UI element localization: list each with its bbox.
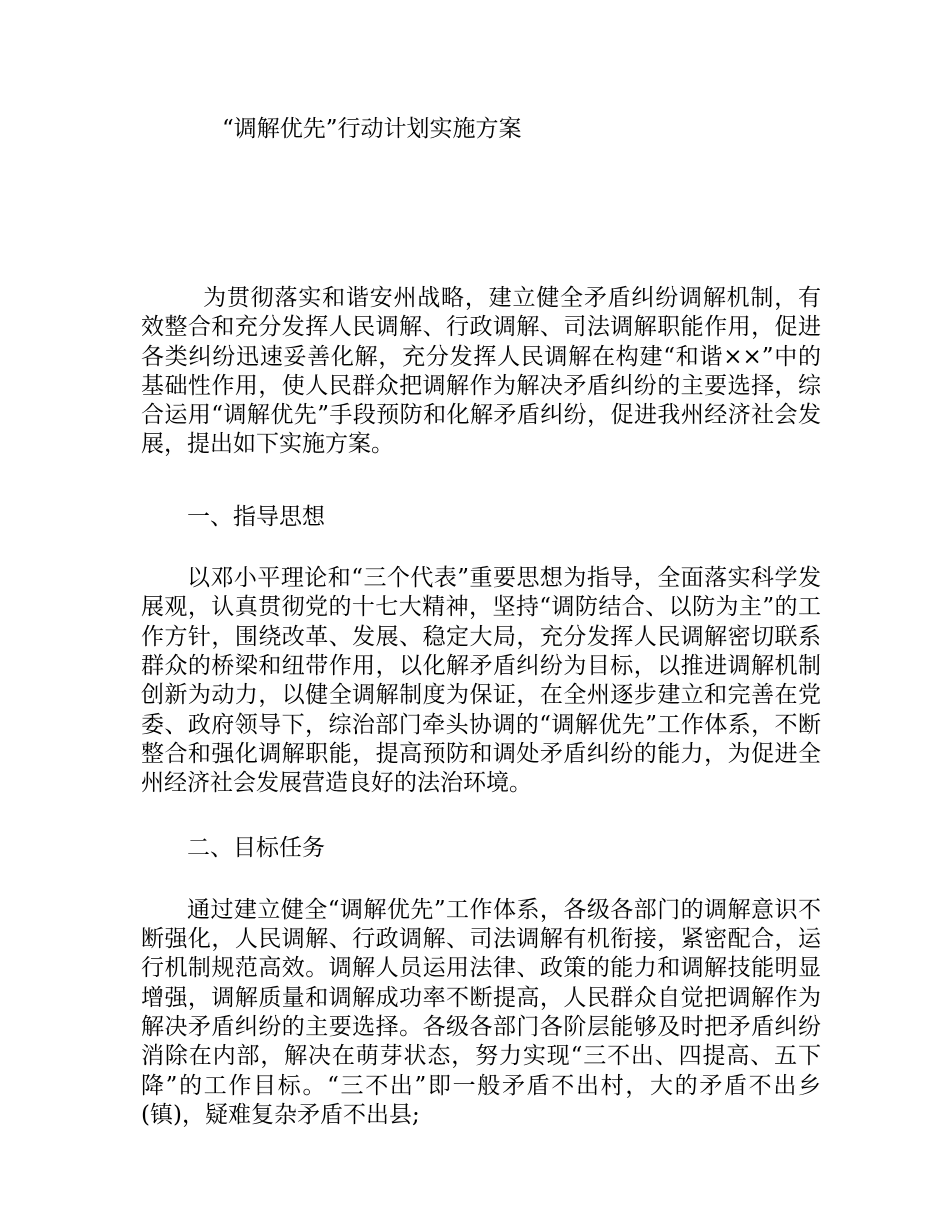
intro-paragraph: 为贯彻落实和谐安州战略，建立健全矛盾纠纷调解机制，有效整合和充分发挥人民调解、行政调解、司法调解职能作用，促进各类纠纷迅速妥善化解，充分发挥人民调解在构建“和谐××”中的基础性作用，使人民群众把调解作为解决矛盾纠纷的主要选择，综合运用“调解优先”手段预防和化解矛盾纠纷，促进我州经济社会发展，提出如下实施方案。 (141, 285, 821, 458)
document-body (141, 284, 821, 1130)
section-paragraph-goals-tasks: 通过建立健全“调解优先”工作体系，各级各部门的调解意识不断强化，人民调解、行政调解、司法调解有机衔接，紧密配合，运行机制规范高效。调解人员运用法律、政策的能力和调解技能明显增强，调解质量和调解成功率不断提高，人民群众自觉把调解作为解决矛盾纠纷的主要选择。各级各部门各阶层能够及时把矛盾纠纷消除在内部，解决在萌芽状态，努力实现“三不出、四提高、五下降”的工作目标。“三不出”即一般矛盾不出村，大的矛盾不出乡(镇)，疑难复杂矛盾不出县; (141, 896, 821, 1128)
spacer (141, 460, 821, 503)
section-heading-guiding-ideology: 一、指导思想 (187, 503, 325, 530)
document-title: “调解优先”行动计划实施方案 (222, 116, 522, 142)
spacer (141, 864, 821, 896)
section-heading-goals-tasks: 二、目标任务 (187, 835, 325, 862)
spacer (141, 798, 821, 834)
spacer (141, 532, 821, 564)
section-paragraph-guiding-ideology: 以邓小平理论和“三个代表”重要思想为指导，全面落实科学发展观，认真贯彻党的十七大精神，坚持“调防结合、以防为主”的工作方针，围绕改革、发展、稳定大局，充分发挥人民调解密切联系群众的桥梁和纽带作用，以化解矛盾纠纷为目标，以推进调解机制创新为动力，以健全调解制度为保证，在全州逐步建立和完善在党委、政府领导下，综治部门牵头协调的“调解优先”工作体系，不断整合和强化调解职能，提高预防和调处矛盾纠纷的能力，为促进全州经济社会发展营造良好的法治环境。 (141, 565, 821, 797)
